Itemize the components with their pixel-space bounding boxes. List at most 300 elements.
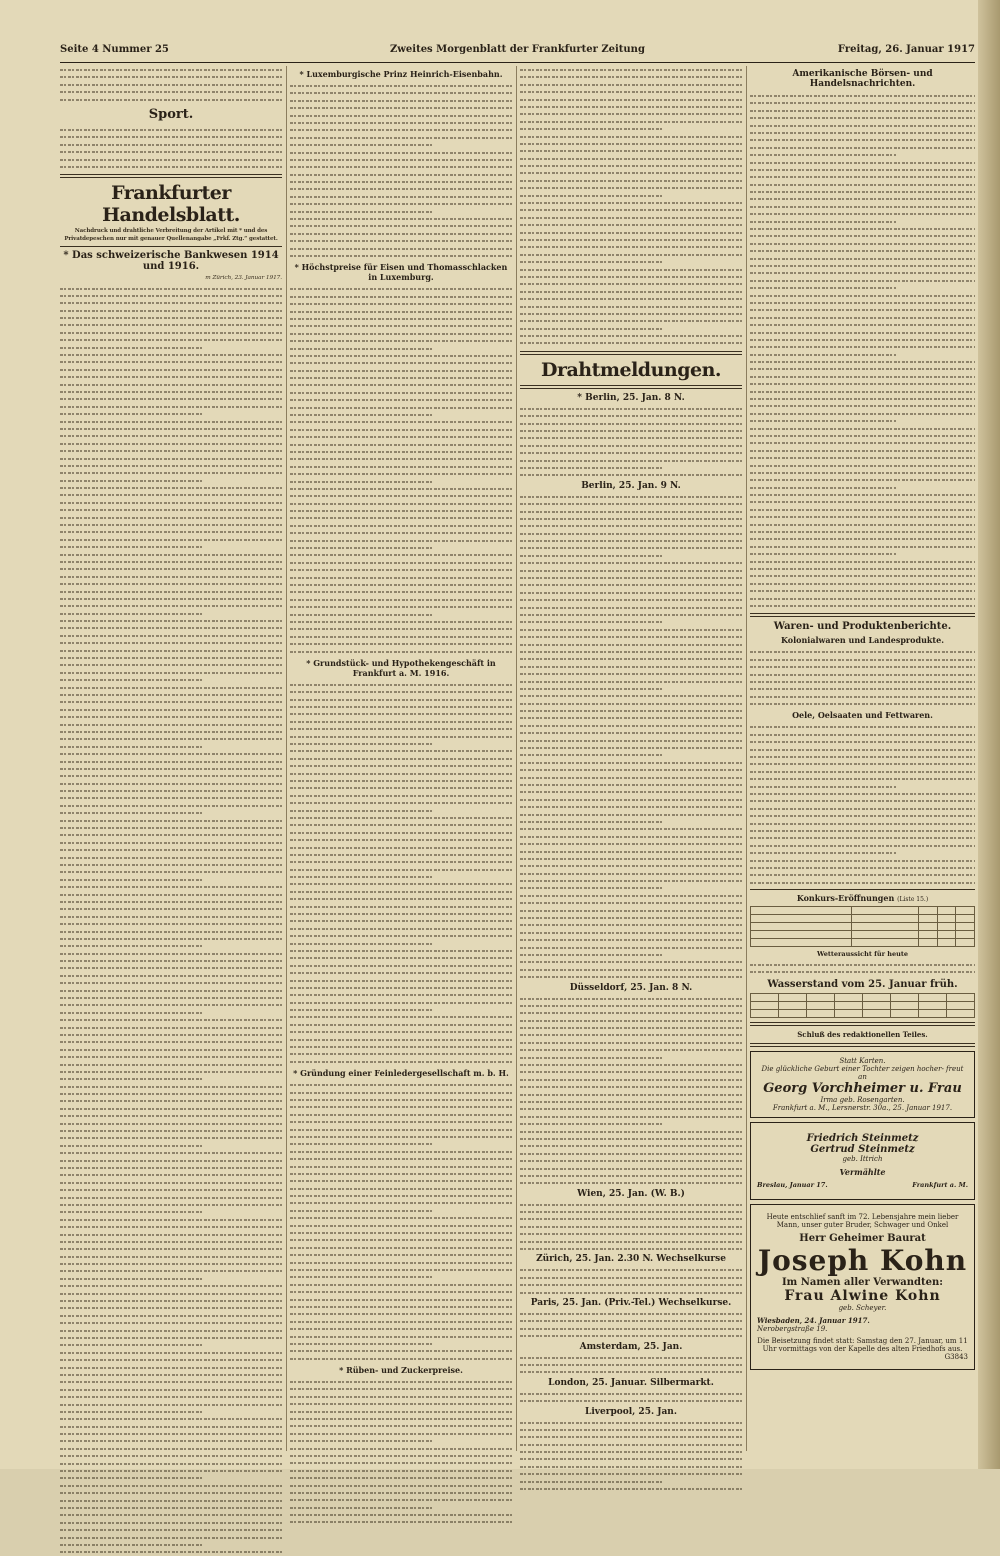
text-line [290,851,512,858]
text-line [520,420,742,427]
text-line [520,1068,742,1075]
text-line [520,818,742,825]
text-line [290,799,512,806]
text-line [60,425,282,432]
text-line [520,1002,742,1009]
text-line [60,610,282,617]
text-line [290,1096,512,1103]
text-line [60,780,282,787]
text-line [60,514,282,521]
text-line [750,528,975,535]
text-line [290,374,512,381]
text-line [520,184,742,191]
text-line [750,834,975,841]
text-line [60,1223,282,1230]
text-line [60,669,282,676]
text-line [60,1194,282,1201]
text-line [290,1229,512,1236]
text-line [60,950,282,957]
text-line [750,602,975,609]
text-line [520,288,742,295]
text-line [60,758,282,765]
text-line [60,133,282,140]
text-line [520,140,742,147]
body-text-lines [290,82,512,259]
text-line [520,192,742,199]
text-line [60,403,282,410]
text-line [60,336,282,343]
text-line [520,707,742,714]
text-line [60,1482,282,1489]
text-line [290,404,512,411]
text-line [290,433,512,440]
text-line [60,721,282,728]
text-line [750,812,975,819]
text-line [60,883,282,890]
text-line [290,566,512,573]
text-line [520,412,742,419]
text-line [750,173,975,180]
text-line [60,1393,282,1400]
text-line [520,1165,742,1172]
text-line [60,1016,282,1023]
text-line [290,119,512,126]
text-line [290,185,512,192]
text-line [750,572,975,579]
text-line [750,857,975,864]
text-line [290,359,512,366]
text-line [60,1097,282,1104]
text-line [520,332,742,339]
text-line [290,836,512,843]
text-line [750,240,975,247]
column-3 [520,66,742,1492]
text-line [520,737,742,744]
text-line [520,641,742,648]
text-line [520,1113,742,1120]
text-line [290,193,512,200]
text-line [60,617,282,624]
text-line [60,1068,282,1075]
body-text-lines [290,1378,512,1526]
text-line [750,827,975,834]
bank-dateline: m Zürich, 23. Januar 1917. [205,275,282,282]
article-heading: * Höchstpreise für Eisen und Thomasschlacken in Luxemburg. [294,262,508,283]
text-line [60,1009,282,1016]
text-line [520,110,742,117]
text-line [520,944,742,951]
text-line [520,907,742,914]
text-line [60,994,282,1001]
article-heading: * Grundstück- und Hypothekengeschäft in Frankfurt a. M. 1916. [306,657,496,678]
text-line [750,388,975,395]
column-2 [290,66,512,1526]
text-line [60,299,282,306]
text-line [750,565,975,572]
header-right: Freitag, 26. Januar 1917 [837,44,975,55]
text-line [290,1482,512,1489]
body-text-lines [60,285,282,1556]
text-line [290,1489,512,1496]
text-line [520,457,742,464]
text-line [290,1192,512,1199]
body-text-lines [290,681,512,1065]
text-line [520,862,742,869]
text-line [290,1445,512,1452]
text-line [520,133,742,140]
text-line [520,574,742,581]
text-line [520,258,742,265]
ad-name: Georg Vorchheimer u. Frau [763,1080,962,1096]
handelsblatt-title: Frankfurter Handelsblatt. [102,182,240,227]
text-line [60,543,282,550]
text-line [290,455,512,462]
text-line [60,88,282,95]
body-text-lines [520,405,742,479]
text-line [290,755,512,762]
text-line [290,463,512,470]
text-line [60,1024,282,1031]
text-line [60,1430,282,1437]
text-line [60,935,282,942]
text-line [290,1474,512,1481]
text-line [290,322,512,329]
text-line [60,794,282,801]
text-line [520,774,742,781]
text-line [290,1266,512,1273]
text-line [750,203,975,210]
text-line [60,639,282,646]
text-line [60,1415,282,1422]
text-line [290,895,512,902]
text-line [520,1046,742,1053]
text-line [520,1274,742,1281]
text-line [290,969,512,976]
text-line [290,866,512,873]
text-line [60,506,282,513]
text-line [60,831,282,838]
text-line [60,66,282,73]
text-line [60,1541,282,1548]
text-line [750,535,975,542]
text-line [520,714,742,721]
text-line [290,1415,512,1422]
text-line [750,447,975,454]
text-line [60,1349,282,1356]
text-line [520,537,742,544]
text-line [520,1230,742,1237]
wedding-announcement [750,1122,975,1200]
text-line [60,351,282,358]
text-line [520,1361,742,1368]
text-line [60,1001,282,1008]
text-line [520,803,742,810]
text-line [750,277,975,284]
text-line [520,1448,742,1455]
text-line [60,765,282,772]
text-line [520,1332,742,1339]
text-line [520,427,742,434]
text-line [290,625,512,632]
text-line [750,587,975,594]
ad-top: Statt Karten. [839,1056,886,1065]
text-line [520,781,742,788]
text-line [750,678,975,685]
text-line [290,470,512,477]
text-line [750,321,975,328]
text-line [60,484,282,491]
kolonial-heading: Kolonialwaren und Landesprodukte. [780,635,945,646]
text-line [520,892,742,899]
text-line [290,740,512,747]
text-line [290,1214,512,1221]
text-line [520,833,742,840]
text-line [520,162,742,169]
text-line [290,1496,512,1503]
text-line [60,1053,282,1060]
ad-right: Frankfurt a. M. [912,1180,968,1189]
text-line [60,558,282,565]
text-line [290,1013,512,1020]
text-line [60,528,282,535]
text-line [60,1341,282,1348]
text-line [290,389,512,396]
text-line [60,846,282,853]
oele-heading: Oele, Oelsaaten und Fettwaren. [792,710,933,721]
column-4 [750,66,975,1374]
text-line [750,114,975,121]
text-line [520,1470,742,1477]
ad-name: Gertrud Steinmetz [810,1143,915,1155]
text-line [60,148,282,155]
text-line [60,1474,282,1481]
text-line [290,381,512,388]
text-line [290,1281,512,1288]
text-line [60,1497,282,1504]
text-line [750,425,975,432]
text-line [60,1267,282,1274]
body-text-lines [290,285,512,655]
text-line [60,632,282,639]
text-line [290,633,512,640]
text-line [290,1103,512,1110]
text-line [520,825,742,832]
text-line [520,951,742,958]
text-line [60,373,282,380]
text-line [60,706,282,713]
ad-vermaehlte: Vermählte [839,1166,886,1177]
text-line [60,743,282,750]
text-line [290,999,512,1006]
text-line [60,156,282,163]
ad-text: Die glückliche Geburt einer Tochter zeigen hocher- freut an [761,1064,964,1081]
text-line [290,426,512,433]
text-line [290,163,512,170]
text-line [290,1236,512,1243]
text-line [520,251,742,258]
text-line [290,507,512,514]
text-line [290,903,512,910]
text-line [290,337,512,344]
text-line [520,236,742,243]
text-line [520,1455,742,1462]
text-line [60,410,282,417]
text-line [60,1356,282,1363]
text-line [290,932,512,939]
text-line [290,514,512,521]
text-line [290,733,512,740]
text-line [290,1163,512,1170]
text-line [290,844,512,851]
text-line [60,1105,282,1112]
ad-title: Herr Geheimer Baurat [799,1232,926,1244]
header-center: Zweites Morgenblatt der Frankfurter Zeitung [390,44,645,55]
text-line [290,171,512,178]
text-line [750,247,975,254]
text-line [520,1150,742,1157]
text-line [60,1046,282,1053]
text-line [60,1061,282,1068]
wasserstand-table [750,993,975,1018]
text-line [520,405,742,412]
text-line [290,1118,512,1125]
text-line [750,365,975,372]
text-line [290,1133,512,1140]
text-line [750,775,975,782]
text-line [290,873,512,880]
body-text-lines [520,1419,742,1493]
text-line [60,1201,282,1208]
body-text-lines [290,1081,512,1362]
text-line [290,285,512,292]
text-line [60,661,282,668]
text-line [60,1149,282,1156]
text-line [290,522,512,529]
text-line [520,66,742,73]
text-line [520,729,742,736]
text-line [290,814,512,821]
text-line [750,410,975,417]
text-line [750,255,975,262]
text-line [750,188,975,195]
text-line [60,477,282,484]
text-line [290,888,512,895]
dateline-berlin: * Berlin, 25. Jan. 8 N. [577,392,685,403]
text-line [60,81,282,88]
text-line [520,229,742,236]
text-line [60,1519,282,1526]
death-announcement [750,1204,975,1370]
text-line [290,1021,512,1028]
text-line [520,685,742,692]
text-line [60,1371,282,1378]
text-line [290,596,512,603]
text-line [520,1426,742,1433]
text-line [290,1170,512,1177]
text-line [520,1223,742,1230]
text-line [520,471,742,478]
text-line [520,155,742,162]
text-line [290,215,512,222]
text-line [290,149,512,156]
text-line [520,995,742,1002]
text-line [750,292,975,299]
text-line [290,792,512,799]
text-line [750,373,975,380]
text-line [750,521,975,528]
text-line [60,395,282,402]
page-header [60,40,975,63]
text-line [520,1179,742,1186]
text-line [60,1548,282,1555]
text-line [520,125,742,132]
text-line [520,648,742,655]
text-line [520,870,742,877]
text-line [750,842,975,849]
text-line [290,178,512,185]
text-line [520,1245,742,1252]
text-line [750,513,975,520]
text-line [290,1318,512,1325]
text-line [290,1244,512,1251]
text-line [60,1334,282,1341]
text-line [520,1061,742,1068]
text-line [750,195,975,202]
text-line [290,1340,512,1347]
text-line [520,1419,742,1426]
text-line [750,454,975,461]
text-line [290,1408,512,1415]
text-line [750,159,975,166]
text-line [750,129,975,136]
text-line [60,624,282,631]
text-line [520,118,742,125]
ad-left: Breslau, Januar 17. [757,1180,828,1189]
text-line [60,691,282,698]
text-line [60,432,282,439]
text-line [520,88,742,95]
text-line [290,208,512,215]
text-line [520,464,742,471]
text-line [520,1478,742,1485]
text-line [290,977,512,984]
text-line [290,411,512,418]
text-line [750,968,975,975]
text-line [520,493,742,500]
dateline-london: London, 25. Januar. Silbermarkt. [548,1377,714,1388]
text-line [60,491,282,498]
text-line [60,1164,282,1171]
text-line [750,961,975,968]
text-line [520,877,742,884]
text-line [60,292,282,299]
text-line [60,1142,282,1149]
text-line [290,681,512,688]
text-line [520,530,742,537]
text-line [520,1076,742,1083]
text-line [520,1128,742,1135]
text-line [60,1245,282,1252]
body-text-lines [520,66,742,347]
text-line [60,1489,282,1496]
text-line [60,388,282,395]
text-line [750,498,975,505]
text-line [290,1385,512,1392]
text-line [290,821,512,828]
text-line [290,640,512,647]
text-line [520,1098,742,1105]
text-line [520,1310,742,1317]
